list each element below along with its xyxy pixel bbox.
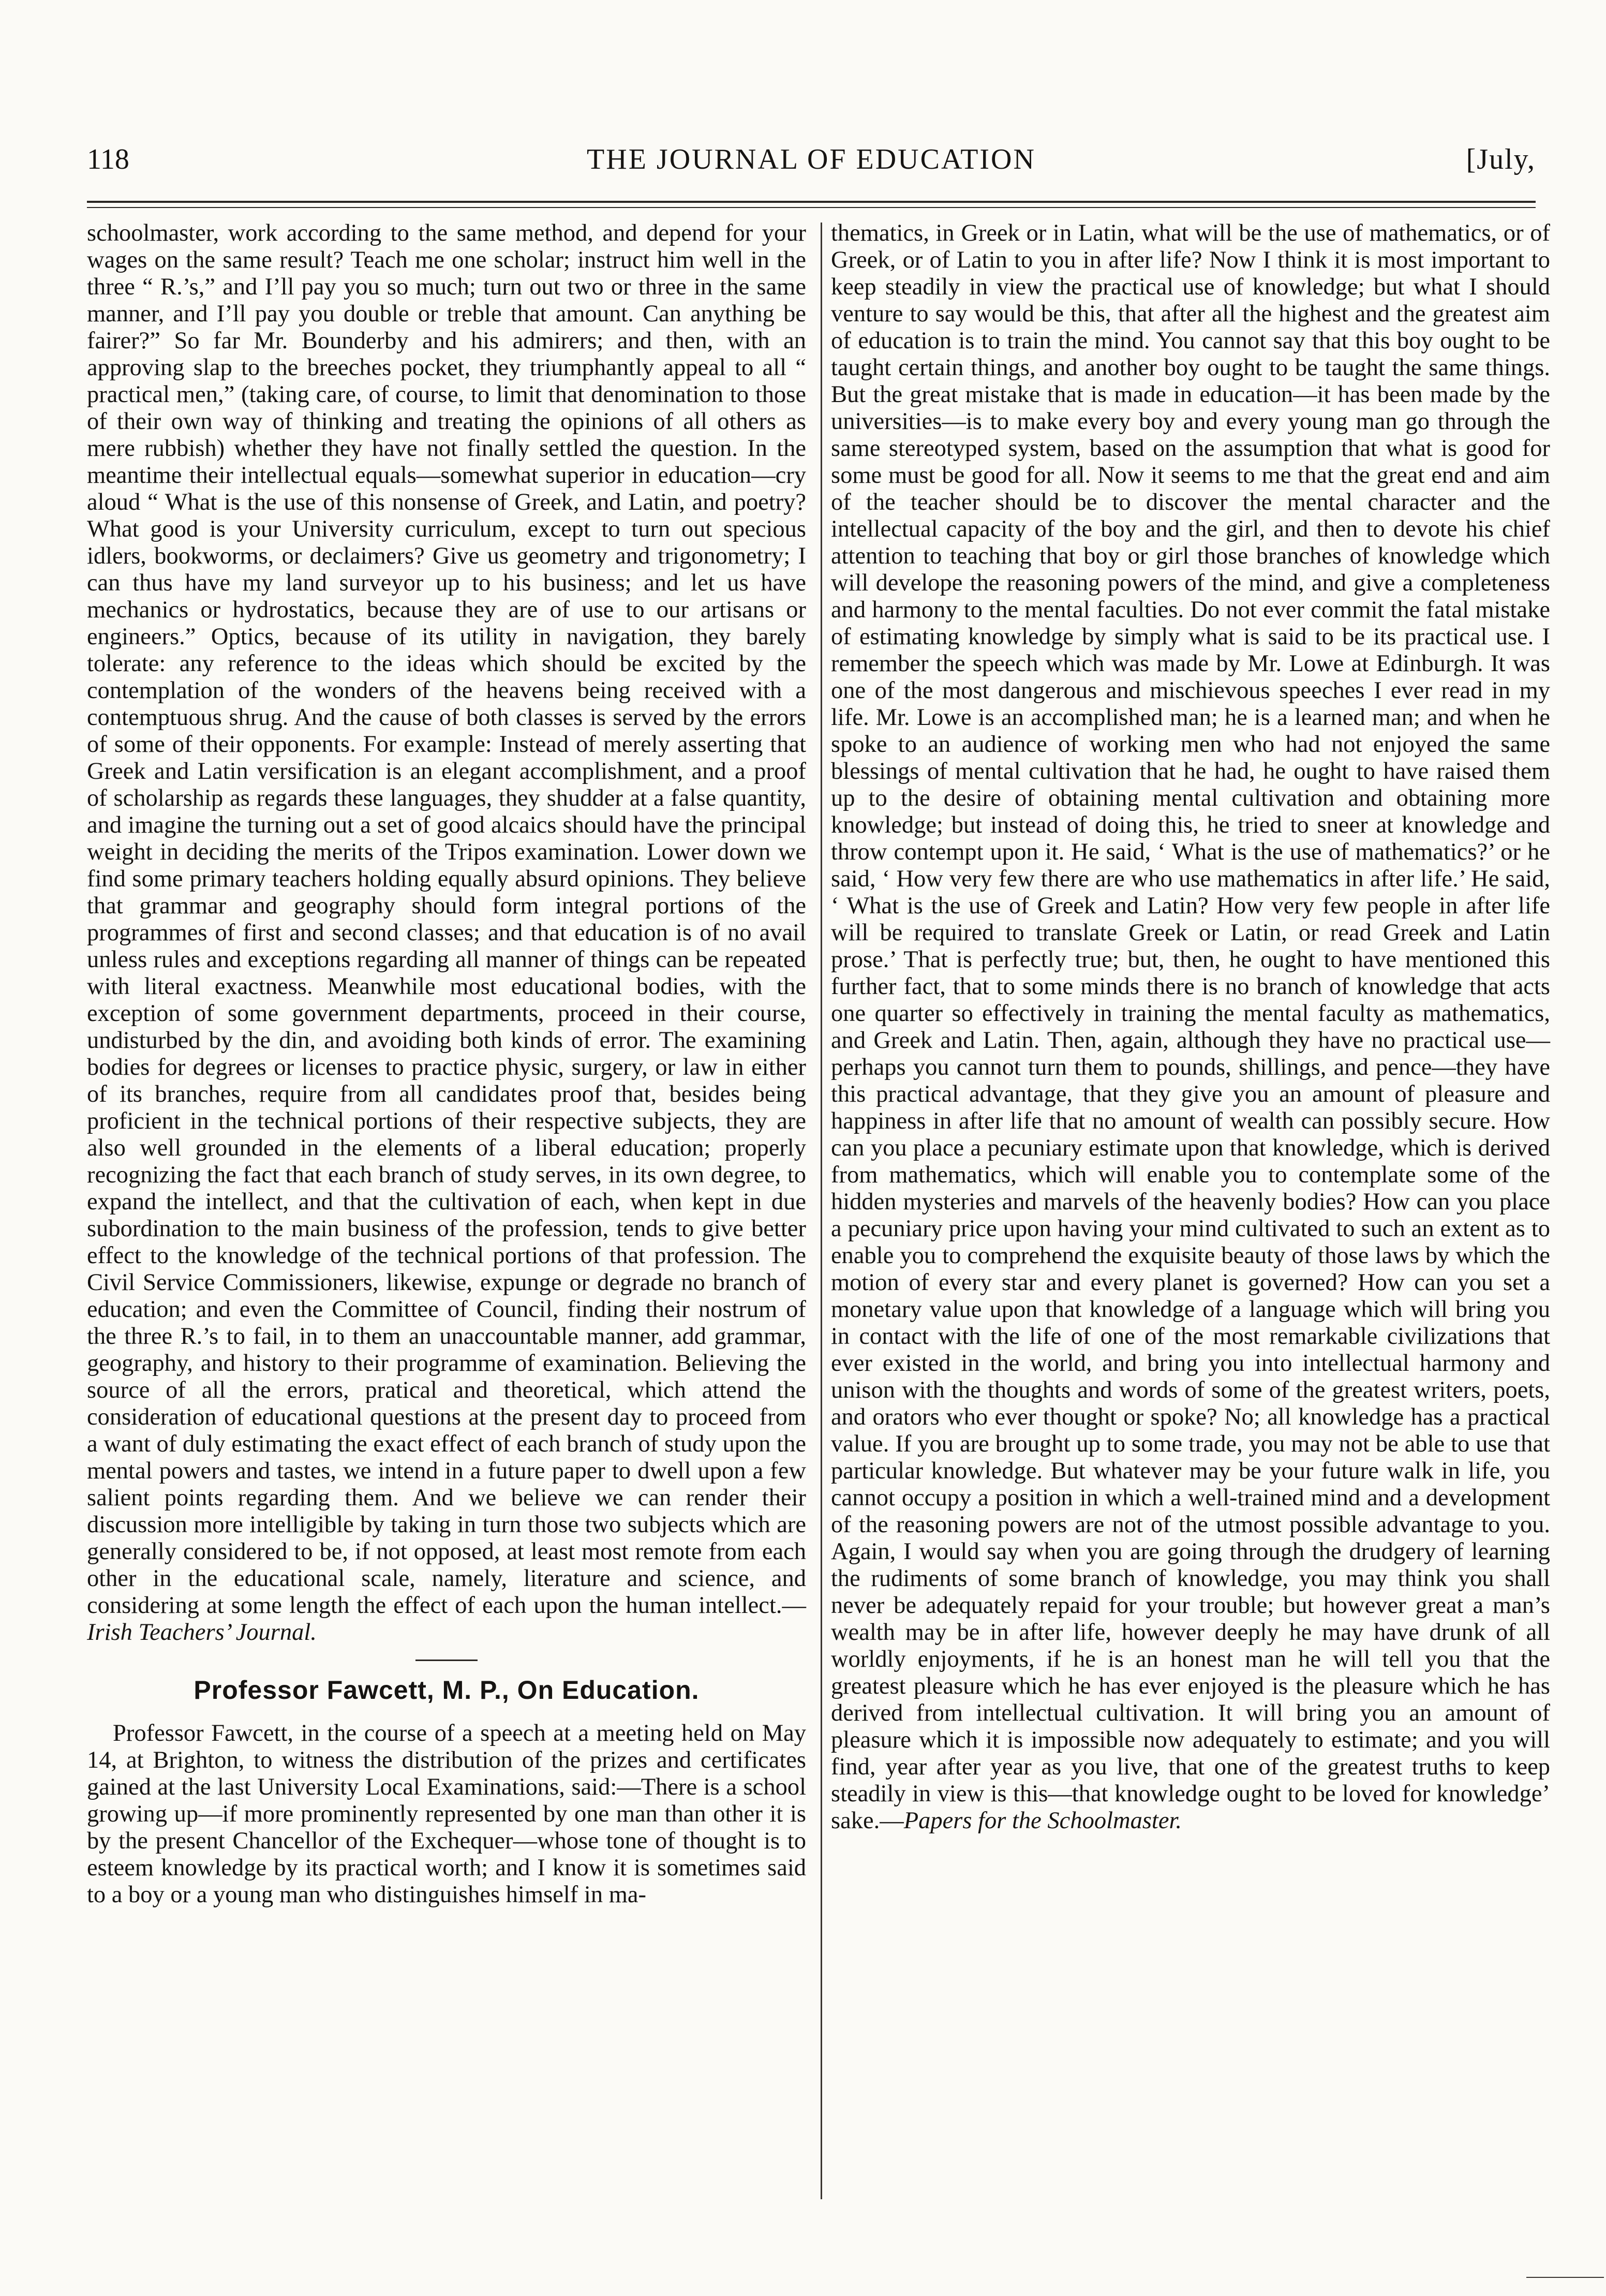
header-rule [87, 201, 1536, 208]
journal-title: THE JOURNAL OF EDUCATION [587, 143, 1036, 175]
running-month: [July, [1466, 143, 1536, 175]
left-paragraph-1 [87, 220, 806, 1646]
column-divider [821, 223, 822, 2199]
left-source-attribution: Irish Teachers’ Journal. [87, 1619, 317, 1646]
right-paragraph-1 [831, 220, 1550, 1834]
right-paragraph-1-text: thematics, in Greek or in Latin, what will be the use of mathematics, or of Greek, or of Latin to you in after life? Now I think it is most important to keep steadily in view the practical use of knowledge; but what I should venture to say would be this, that after all the highest and the greatest aim of education is to train the mind. You cannot say that this boy ought to be taught certain things, and another boy ought to be taught the same things. But the great mistake that is made in education—it has been made by the universities—is to make every boy and every young man go through the same stereotyped system, based on the assumption that what is good for some must be good for all. Now it seems to me that the great end and aim of the teacher should be to discover the mental character and the intellectual capacity of the boy and the girl, and then to devote his chief attention to teaching that boy or girl those branches of knowledge which will develope the reasoning powers of the mind, and give a completeness and harmony to the mental faculties. Do not ever commit the fatal mistake of estimating knowledge by simply what is said to be its practical use. I remember the speech which was made by Mr. Lowe at Edinburgh. It was one of the most dangerous and mischievous speeches I ever read in my life. Mr. Lowe is an accomplished man; he is a learned man; and when he spoke to an audience of working men who had not enjoyed the same blessings of mental cultivation that he had, he ought to have raised them up to the desire of obtaining mental cultivation and obtaining more knowledge; but instead of doing this, he tried to sneer at knowledge and throw contempt upon it. He said, ‘ What is the use of mathematics?’ or he said, ‘ How very few there are who use mathematics in after life.’ He said, ‘ What is the use of Greek and Latin? How very few people in after life will be required to translate Greek or Latin, or read Greek and Latin prose.’ That is perfectly true; but, then, he ought to have mentioned this further fact, that to some minds there is no branch of knowledge that acts one quarter so effectively in training the mental faculty as mathematics, and Greek and Latin. Then, again, although they have no practical use—perhaps you cannot turn them to pounds, shillings, and pence—they have this practical advantage, that they give you an amount of pleasure and happiness in after life that no amount of wealth can possibly secure. How can you place a pecuniary estimate upon that knowledge, which is derived from mathematics, which will enable you to contemplate some of the hidden mysteries and marvels of the heavenly bodies? How can you place a pecuniary price upon having your mind cultivated to such an extent as to enable you to comprehend the exquisite beauty of those laws by which the motion of every star and every planet is governed? How can you set a monetary value upon that knowledge of a language which will bring you in contact with the life of one of the most remarkable civilizations that ever existed in the world, and bring you into intellectual harmony and unison with the thoughts and words of some of the greatest writers, poets, and orators who ever thought or spoke? No; all knowledge has a practical value. If you are brought up to some trade, you may not be able to use that particular knowledge. But whatever may be your future walk in life, you cannot occupy a position in which a well-trained mind and a development of the reasoning powers are not of the utmost possible advantage to you. Again, I would say when you are going through the drudgery of learning the rudiments of some branch of knowledge, you may think you shall never be adequately repaid for your trouble; but however great a man’s wealth may be in after life, however deeply he may have drunk of all worldly enjoyments, if he is an honest man he will tell you that the greatest pleasure which he has ever enjoyed is the pleasure which he has derived from intellectual cultivation. It will bring you an amount of pleasure which it is impossible now adequately to estimate; and you will find, year after year as you live, that one of the greatest truths to keep steadily in view is this—that knowledge ought to be loved for knowledge’ sake.— [831, 220, 1550, 1834]
left-column [87, 220, 806, 1908]
right-column [831, 220, 1550, 1834]
page-number: 118 [87, 143, 129, 175]
page-edge-mark [1526, 2277, 1604, 2278]
left-paragraph-1-text: schoolmaster, work according to the same method, and depend for your wages on the same result? Teach me one scholar; instruct him well in the three “ R.’s,” and I’ll pay you so much; turn out two or three in the same manner, and I’ll pay you double or treble that amount. Can anything be fairer?” So far Mr. Bounderby and his admirers; and then, with an approving slap to the breeches pocket, they triumphantly appeal to all “ practical men,” (taking care, of course, to limit that denomination to those of their own way of thinking and treating the opinions of all others as mere rubbish) whether they have not finally settled the question. In the meantime their intellectual equals—somewhat superior in education—cry aloud “ What is the use of this nonsense of Greek, and Latin, and poetry? What good is your University curriculum, except to turn out specious idlers, bookworms, or declaimers? Give us geometry and trigonometry; I can thus have my land surveyor up to his business; and let us have mechanics or hydrostatics, because they are of use to our artisans or engineers.” Optics, because of its utility in navigation, they barely tolerate: any reference to the ideas which should be excited by the contemplation of the wonders of the heavens being received with a contemptuous shrug. And the cause of both classes is served by the errors of some of their opponents. For example: Instead of merely asserting that Greek and Latin versification is an elegant accomplishment, and a proof of scholarship as regards these languages, they shudder at a false quantity, and imagine the turning out a set of good alcaics should have the principal weight in deciding the merits of the Tripos examination. Lower down we find some primary teachers holding equally absurd opinions. They believe that grammar and geography should form integral portions of the programmes of first and second classes; and that education is of no avail unless rules and exceptions regarding all manner of things can be repeated with literal exactness. Meanwhile most educational bodies, with the exception of some government departments, proceed in their course, undisturbed by the din, and avoiding both kinds of error. The examining bodies for degrees or licenses to practice physic, surgery, or law in either of its branches, require from all candidates proof that, besides being proficient in the technical portions of their respective subjects, they are also well grounded in the elements of a liberal education; properly recognizing the fact that each branch of study serves, in its own degree, to expand the intellect, and that the cultivation of each, when kept in due subordination to the main business of the profession, tends to give better effect to the knowledge of the technical portions of that profession. The Civil Service Commissioners, likewise, expunge or degrade no branch of education; and even the Committee of Council, finding their nostrum of the three R.’s to fail, in to them an unaccountable manner, add grammar, geography, and history to their programme of examination. Believing the source of all the errors, pratical and theoretical, which attend the consideration of educational questions at the present day to proceed from a want of duly estimating the exact effect of each branch of study upon the mental powers and tastes, we intend in a future paper to dwell upon a few salient points regarding them. And we believe we can render their discussion more intelligible by taking in turn those two subjects which are generally considered to be, if not opposed, at least most remote from each other in the educational scale, namely, literature and science, and considering at some length the effect of each upon the human intellect.— [87, 220, 806, 1619]
running-head [87, 134, 1536, 185]
left-paragraph-2: Professor Fawcett, in the course of a speech at a meeting held on May 14, at Brighton, to witness the distribution of the prizes and certificates gained at the last University Local Examinations, said:—There is a school growing up—if more prominently represented by one man than other it is by the present Chancellor of the Exchequer—whose tone of thought is to esteem knowledge by its practical worth; and I know it is sometimes said to a boy or a young man who distinguishes himself in ma- [87, 1720, 806, 1908]
right-source-attribution: Papers for the Schoolmaster. [903, 1808, 1182, 1834]
section-separator [415, 1660, 478, 1661]
article-heading: Professor Fawcett, M. P., On Education. [194, 1676, 700, 1705]
